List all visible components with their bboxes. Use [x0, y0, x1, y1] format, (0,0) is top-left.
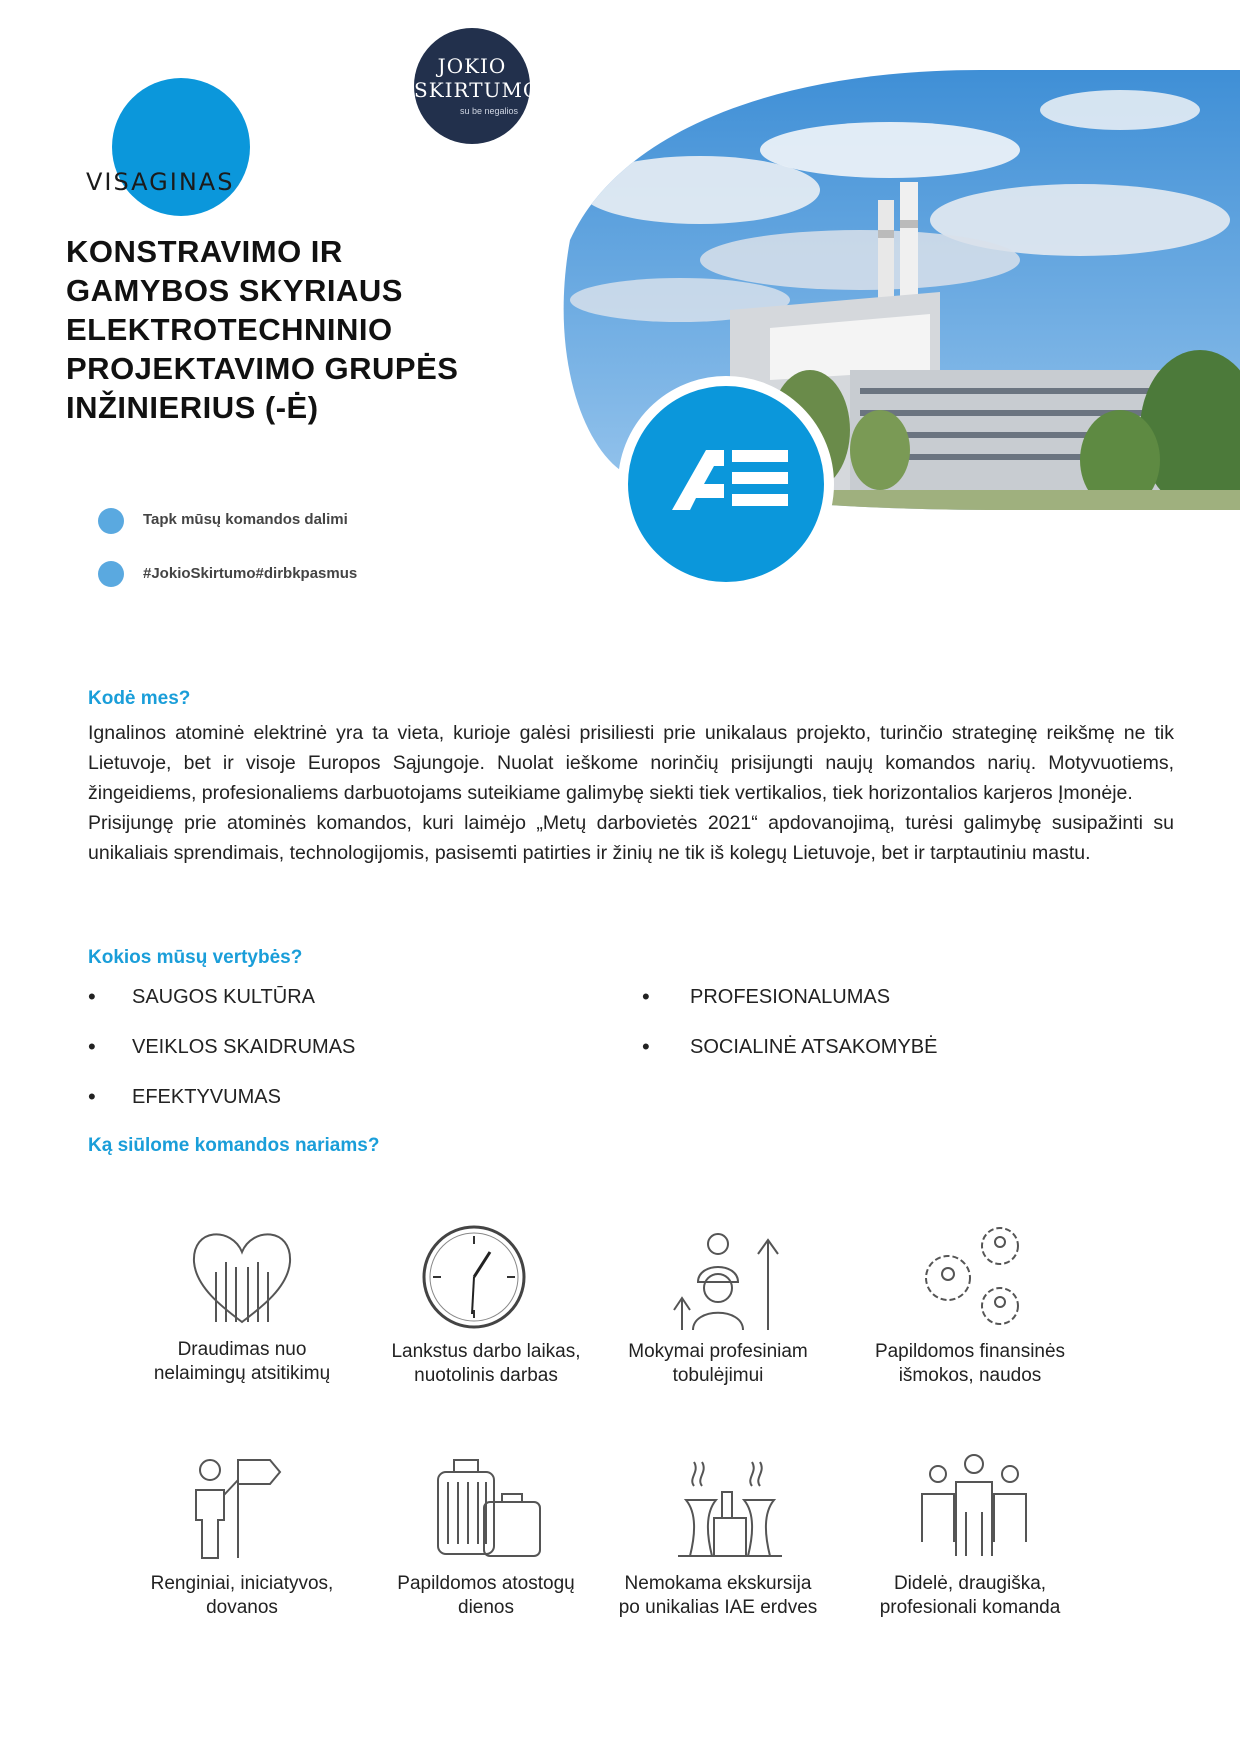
- title-line: PROJEKTAVIMO GRUPĖS: [66, 351, 459, 386]
- person-flag-icon: [180, 1450, 300, 1560]
- social-team-text: Tapk mūsų komandos dalimi: [143, 511, 348, 528]
- title-line: KONSTRAVIMO IR: [66, 234, 343, 269]
- values-heading: Kokios mūsų vertybės?: [88, 947, 303, 968]
- offer-heading: Ką siūlome komandos nariams?: [88, 1135, 380, 1156]
- title-line: INŽINIERIUS (-Ė): [66, 390, 319, 425]
- badge-line-3: su be negalios: [460, 106, 519, 116]
- why-heading: Kodė mes?: [88, 688, 191, 709]
- benefit-label: Draudimas nuo nelaimingų atsitikimų: [153, 1339, 331, 1384]
- value-item: PROFESIONALUMAS: [690, 986, 891, 1008]
- bullet: •: [88, 984, 96, 1009]
- value-item: SAUGOS KULTŪRA: [132, 986, 315, 1008]
- benefit-label: Nemokama ekskursija po unikalias IAE erdves: [618, 1573, 818, 1618]
- network-icon: [98, 561, 124, 587]
- title-line: GAMYBOS SKYRIAUS: [66, 273, 403, 308]
- aee-logo-circle: [618, 376, 834, 592]
- bullet: •: [88, 1034, 96, 1059]
- hands-heart-icon: [182, 1222, 302, 1332]
- bullet: •: [642, 1034, 650, 1059]
- team-icon: [914, 1452, 1034, 1562]
- benefit-label: Papildomos atostogų dienos: [397, 1573, 575, 1618]
- network-icon: [98, 508, 124, 534]
- benefit-label: Papildomos finansinės išmokos, naudos: [874, 1341, 1066, 1386]
- title-line: ELEKTROTECHNINIO: [66, 312, 393, 347]
- benefit-label: Lankstus darbo laikas, nuotolinis darbas: [391, 1341, 581, 1386]
- benefit-label: Mokymai profesiniam tobulėjimui: [628, 1341, 808, 1386]
- job-title: [66, 232, 566, 427]
- jokio-skirtumo-badge: [414, 28, 541, 144]
- why-paragraph: Ignalinos atominė elektrinė yra ta vieta, kurioje galėsi prisiliesti prie unikalaus projekto, turinčio strateginę reikšmę ne tik Lietuvoje, bet ir visoje Europos Sąjungoje. Nuolat ieškome norinčių prisijungti naujų komandos narių. Motyvuotiems, žingeidiems, profesionaliems darbuotojams suteikiame galimybę siekti tiek vertikalios, tiek horizontalios karjeros Įmonėje.: [88, 722, 1174, 804]
- why-paragraph: Prisijungę prie atominės komandos, kuri laimėjo „Metų darbovietės 2021“ apdovanojimą, turėsi galimybę susipažinti su unikaliais sprendimais, technologijomis, pasisemti patirties ir žinių ne tik iš kolegų Lietuvoje, bet ir tarptautiniu mastu.: [88, 812, 1174, 864]
- bullet: •: [642, 984, 650, 1009]
- value-item: VEIKLOS SKAIDRUMAS: [132, 1036, 356, 1058]
- power-plant-icon: [670, 1452, 790, 1562]
- aee-logo-icon: [628, 386, 824, 582]
- gears-people-icon: [914, 1222, 1034, 1332]
- why-text: [88, 718, 1174, 868]
- bullet: •: [88, 1084, 96, 1109]
- value-item: SOCIALINĖ ATSAKOMYBĖ: [690, 1036, 938, 1058]
- badge-line-2: SKIRTUMO: [414, 78, 541, 102]
- social-hashtag-text: #JokioSkirtumo#dirbkpasmus: [143, 565, 358, 582]
- city-name: VISAGINAS: [86, 168, 235, 196]
- value-item: EFEKTYVUMAS: [132, 1086, 281, 1108]
- benefit-label: Renginiai, iniciatyvos, dovanos: [150, 1573, 334, 1618]
- worker-growth-icon: [668, 1222, 788, 1332]
- badge-line-1: JOKIO: [437, 54, 507, 78]
- benefit-label: Didelė, draugiška, profesionali komanda: [879, 1573, 1061, 1618]
- luggage-icon: [428, 1452, 548, 1562]
- clock-icon: [414, 1222, 534, 1332]
